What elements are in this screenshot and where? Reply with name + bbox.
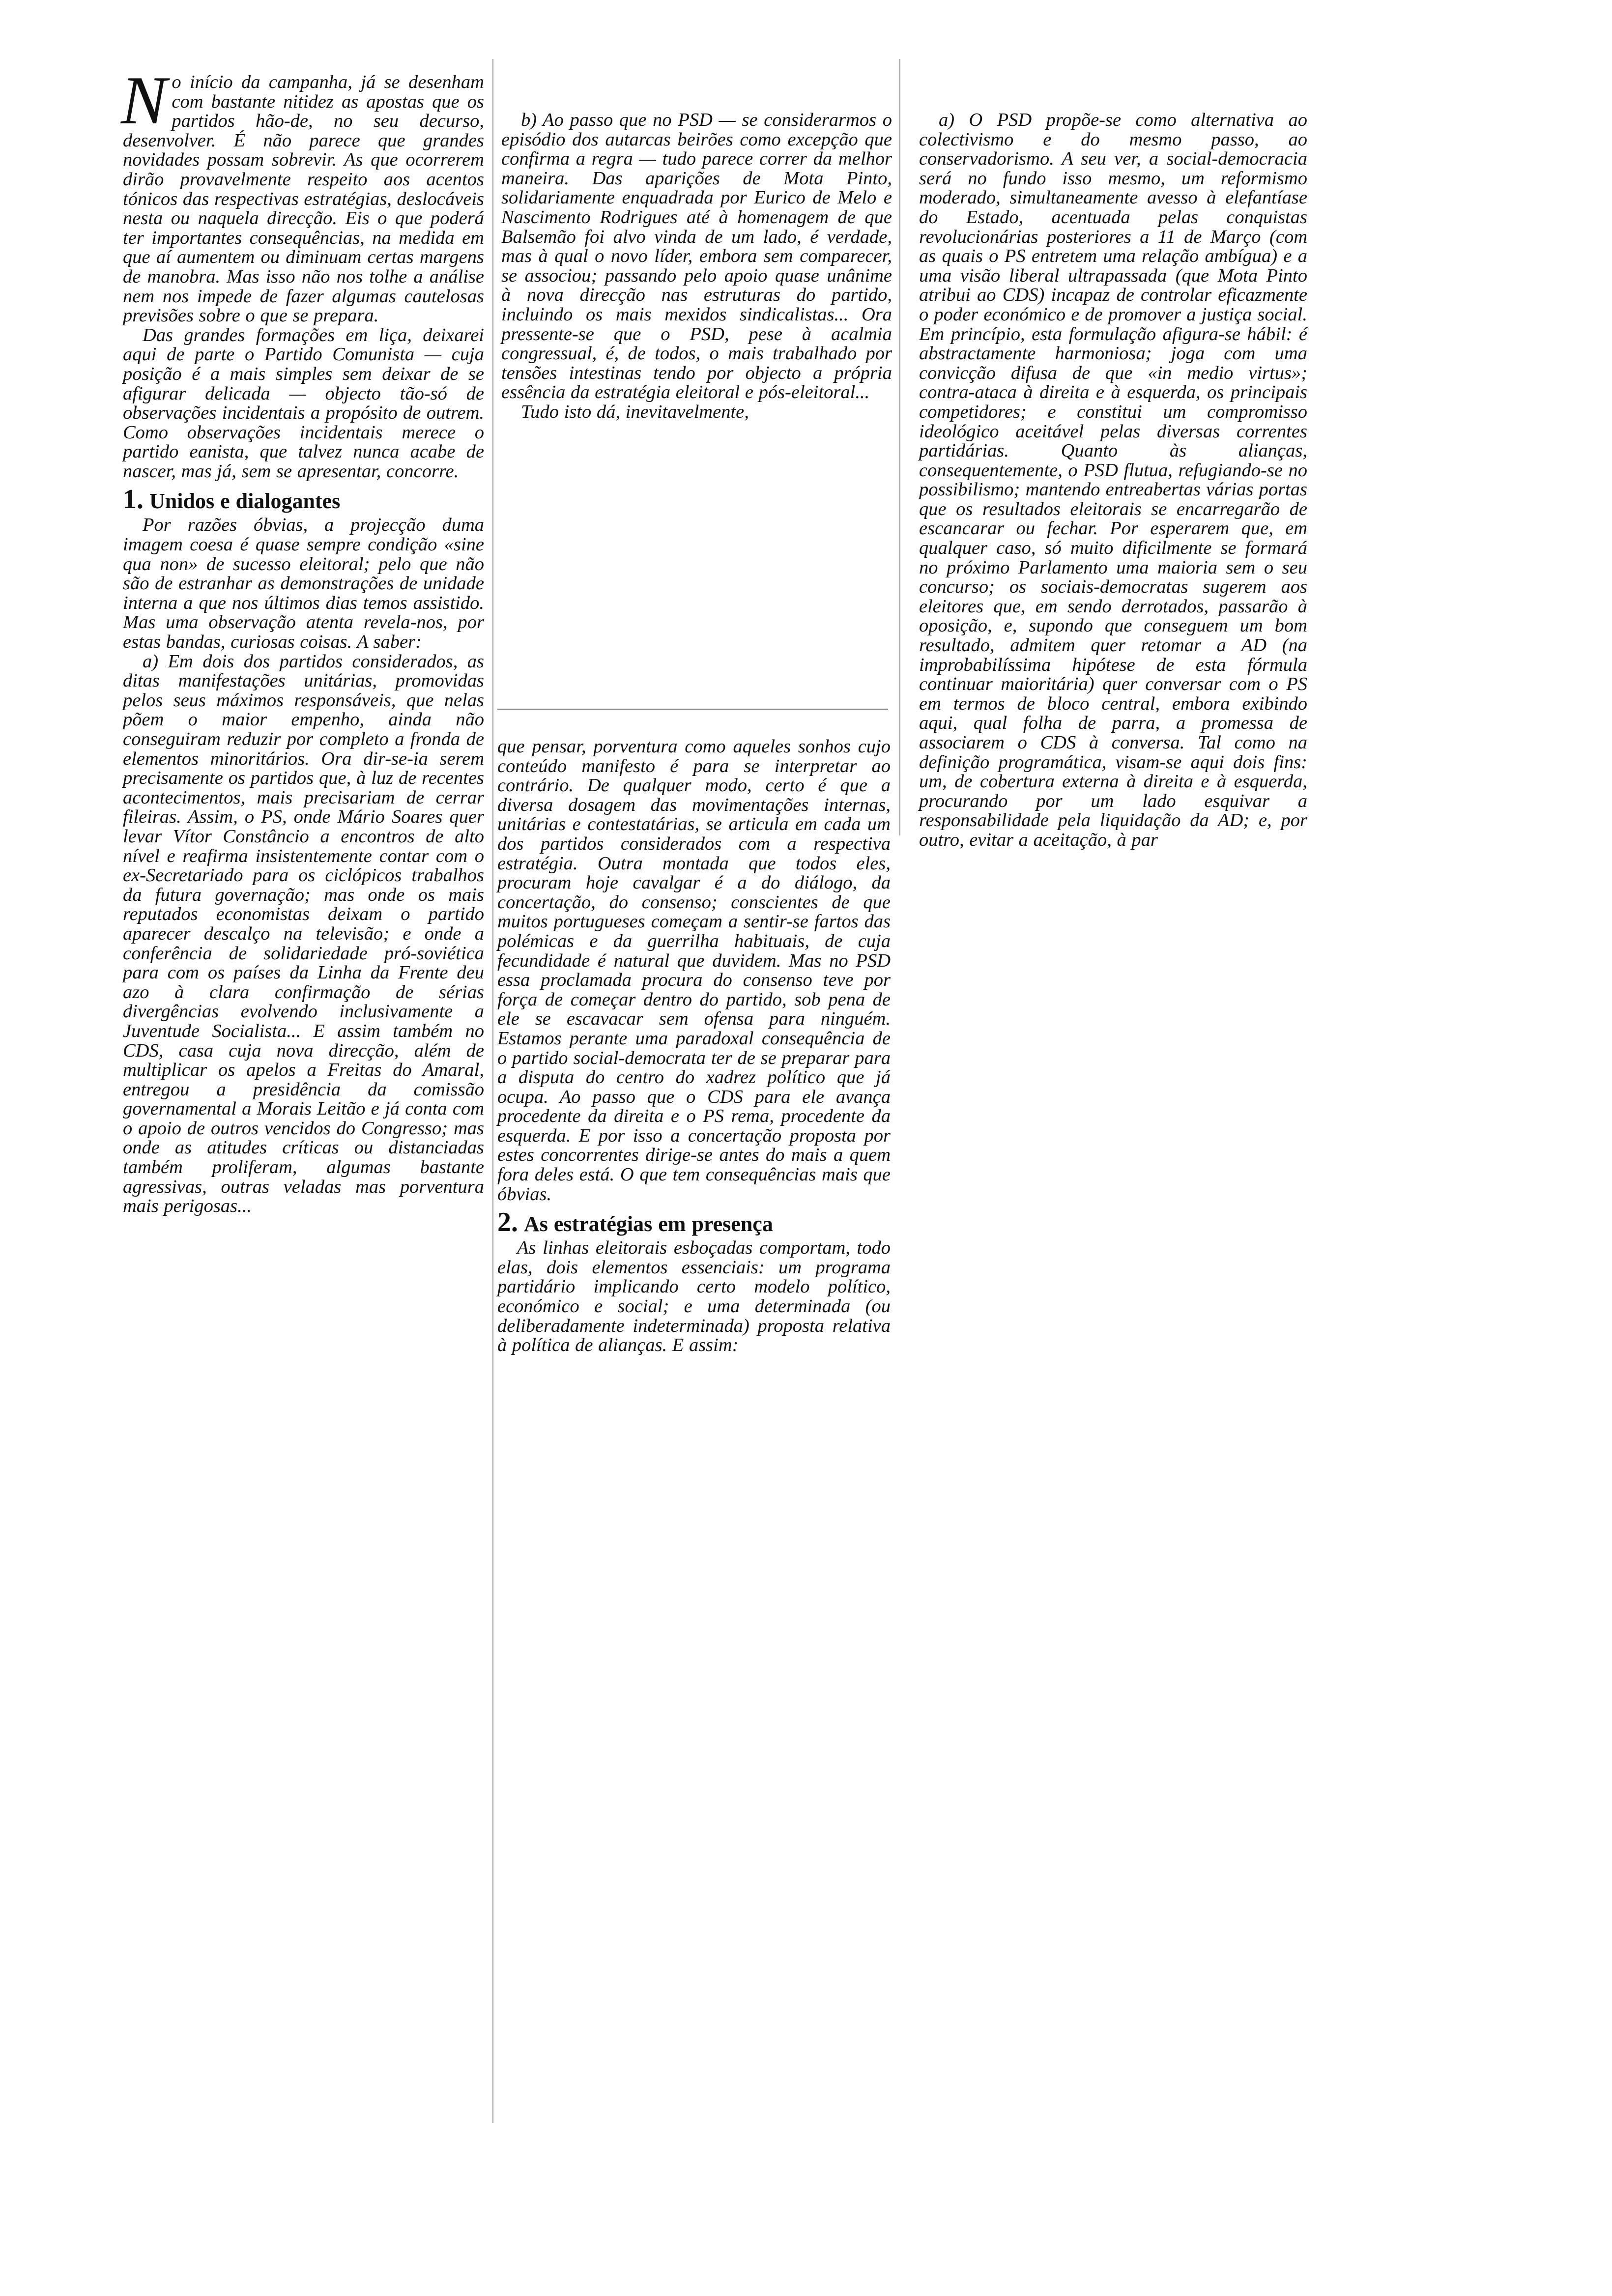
section-title: Unidos e dialogantes <box>149 489 341 514</box>
drop-cap: N <box>121 62 167 139</box>
intro-paragraph <box>121 62 485 326</box>
article-column-2-bottom <box>497 737 891 1355</box>
paragraph: Das grandes formações em liça, deixarei aqui de parte o Partido Comunista — cuja posição é a mais simples sem deixar de se afigurar delicada — objecto tão-só de observações incidentais a propósito de outrem. Como observações incidentais merece o partido eanista, que talvez nunca acabe de nascer, mas já, sem se apresentar, concorre. <box>123 324 484 482</box>
section-title: As estratégias em presença <box>524 1212 773 1236</box>
column-rule-left <box>492 59 493 2123</box>
section-number: 1. <box>123 484 144 515</box>
paragraph: Por razões óbvias, a projecção duma imagem coesa é quase sempre condição «sine qua non» de sucesso eleitoral; pelo que não são de estranhar as demonstrações de unidade interna a que nos últimos dias temos assistido. Mas uma observação atenta revela-nos, por estas bandas, curiosas coisas. A saber: <box>123 515 484 653</box>
paragraph: que pensar, porventura como aqueles sonhos cujo conteúdo manifesto é para se interpretar ao contrário. De qualquer modo, certo é que a diversa dosagem das movimentações internas, unitárias e contestatárias, se articula em cada um dos partidos considerados com a respectiva estratégia. Outra montada que todos eles, procuram hoje cavalgar é a do diálogo, da concertação, do consenso; conscientes de que muitos portugueses começam a sentir-se fartos das polémicas e da guerrilha habituais, de cuja fecundidade é natural que duvidem. Mas no PSD essa proclamada procura do consenso teve por força de começar dentro do partido, sob pena de ele se escavacar sem ofensa para ninguém. Estamos perante uma paradoxal consequência de o partido social-democrata ter de se preparar para a disputa do centro do xadrez político que já ocupa. Ao passo que o CDS para ele avança procedente da direita e o PS rema, procedente da esquerda. E por isso a concertação proposta por estes concorrentes dirige-se antes do mais a quem fora deles está. O que tem consequências mais que óbvias. <box>497 736 891 1205</box>
section-number: 2. <box>497 1207 518 1238</box>
section-heading-2 <box>497 1207 891 1238</box>
paragraph: b) Ao passo que no PSD — se considerarmos o episódio dos autarcas beirões como excepção que confirma a regra — tudo parece correr da melhor maneira. Das aparições de Mota Pinto, solidariamente enquadrada por Eurico de Melo e Nascimento Rodrigues até à homenagem de que Balsemão foi alvo vinda de um lado, é verdade, mas à qual o novo líder, embora sem comparecer, se associou; passando pelo apoio quase unânime à nova direcção nas estruturas do partido, incluindo os mais mexidos sindicalistas... Ora pressente-se que o PSD, pese à acalmia congressual, é, de todos, o mais trabalhado por tensões intestinas tendo por objecto a própria essência da estratégia eleitoral e pós-eleitoral... <box>501 110 892 403</box>
column-break-rule <box>497 709 888 710</box>
paragraph: a) O PSD propõe-se como alternativa ao colectivismo e do mesmo passo, ao conservadorismo. A seu ver, a social-democracia será no fundo isso mesmo, um reformismo moderado, simultaneamente avesso à elefantíase do Estado, acentuada pelas conquistas revolucionárias posteriores a 11 de Março (com as quais o PS entretem uma relação ambígua) e a uma visão liberal ultrapassada (que Mota Pinto atribui ao CDS) incapaz de controlar eficazmente o poder económico e de promover a justiça social. Em princípio, esta formulação afigura-se hábil: é abstractamente harmoniosa; joga com uma convicção difusa de que «in medio virtus»; contra-ataca à direita e à esquerda, os principais competidores; e constitui um compromisso ideológico aceitável pelas diversas correntes partidárias. Quanto às alianças, consequentemente, o PSD flutua, refugiando-se no possibilismo; mantendo entreabertas várias portas que os resultados eleitorais se encarregarão de escancarar ou fechar. Por esperarem que, em qualquer caso, só muito dificilmente se formará no próximo Parlamento uma maioria sem o seu concurso; os sociais-democratas sugerem aos eleitores que, em sendo derrotados, passarão à oposição, e, supondo que conseguem um bom resultado, admitem quer retomar a AD (na improbabilíssima hipótese de esta fórmula continuar maioritária) quer conversar com o PS em termos de bloco central, embora exibindo aqui, qual folha de parra, a promessa de associarem o CDS à conversa. Tal como na definição programática, visam-se aqui dois fins: um, de cobertura externa à direita e à esquerda, procurando por um lado esquivar a responsabilidade pela liquidação da AD; e, por outro, evitar a aceitação, à par <box>919 110 1307 850</box>
section-heading-1 <box>123 484 484 515</box>
article-column-3 <box>919 111 1307 850</box>
article-column-1 <box>121 62 485 1217</box>
article-column-2-top <box>501 111 892 422</box>
intro-text: o início da campanha, já se desenham com bastante nitidez as apostas que os partidos hão-de, no seu decurso, desenvolver. É não parece que grandes novidades possam sobrevir. As que ocorrerem dirão provavelmente respeito aos acentos tónicos das respectivas estratégias, deslocáveis nesta ou naquela direcção. Eis o que poderá ter importantes consequências, na medida em que aí aumentem ou diminuam certas margens de manobra. Mas isso não nos tolhe a análise nem nos impede de fazer algumas cautelosas previsões sobre o que se prepara. <box>123 72 485 326</box>
paragraph: a) Em dois dos partidos considerados, as ditas manifestações unitárias, promovidas pelos seus máximos responsáveis, que nelas põem o maior empenho, ainda não conseguiram reduzir por completo a fronda de elementos minoritários. Ora dir-se-ia serem precisamente os partidos que, à luz de recentes acontecimentos, mais precisariam de cerrar fileiras. Assim, o PS, onde Mário Soares quer levar Vítor Constâncio a encontros de alto nível e reafirma insistentemente contar com o ex-Secretariado para os ciclópicos trabalhos da futura governação; mas onde os mais reputados economistas deixam o partido aparecer descalço na televisão; e onde a conferência de solidariedade pró-soviética para com os países da Linha da Frente deu azo à clara confirmação de sérias divergências evolvendo inclusivamente a Juventude Socialista... E assim também no CDS, casa cuja nova direcção, além de multiplicar os apelos a Freitas do Amaral, entregou a presidência da comissão governamental a Morais Leitão e já conta com o apoio de outros vencidos do Congresso; mas onde as atitudes críticas ou distanciadas também proliferam, algumas bastante agressivas, outras veladas mas porventura mais perigosas... <box>123 651 484 1217</box>
paragraph: Tudo isto dá, inevitavelmente, <box>521 401 749 422</box>
paragraph: As linhas eleitorais esboçadas comportam, todo elas, dois elementos essenciais: um programa partidário implicando certo modelo político, económico e social; e uma determinada (ou deliberadamente indeterminada) proposta relativa à política de alianças. E assim: <box>497 1237 891 1356</box>
column-rule-right <box>899 59 900 835</box>
